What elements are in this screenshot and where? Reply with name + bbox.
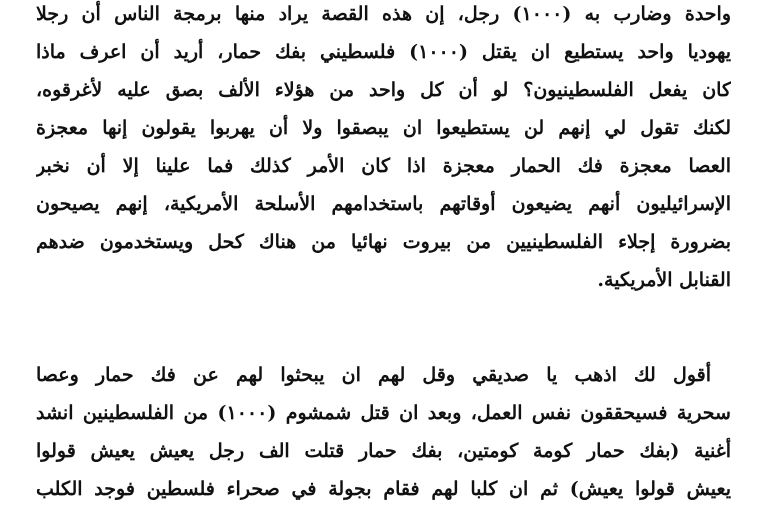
text-line: بضرورة إجلاء الفلسطينيين من بيروت نهائيا من هناك كحل ويستخدمون ضدهم <box>36 231 731 253</box>
text-line: سحرية فسيحققون نفس العمل، وبعد ان قتل شمشوم (١٠٠٠) من الفلسطينين انشد <box>36 402 731 424</box>
text-line: واحدة وضارب به (١٠٠٠) رجل، إن هذه القصة يراد منها برمجة الناس أن رجلا <box>36 3 731 25</box>
paragraph-2 <box>36 355 731 510</box>
text-line: يعيش قولوا يعيش) ثم ان كلبا لهم فقام بجولة في صحراء فلسطين فوجد الكلب <box>36 478 731 500</box>
text-line: الإسرائيليون أنهم يضيعون أوقاتهم باستخدامهم الأسلحة الأمريكية، إنهم يصيحون <box>36 193 731 215</box>
text-line: يهوديا واحد يستطيع ان يقتل (١٠٠٠) فلسطيني بفك حمار، أريد أن اعرف ماذا <box>36 41 731 63</box>
text-line: القنابل الأمريكية. <box>597 269 731 291</box>
text-line: أقول لك اذهب يا صديقي وقل لهم ان يبحثوا لهم عن فك حمار وعصا <box>36 364 711 386</box>
text-line: كان يفعل الفلسطينيون؟ لو أن كل واحد من هؤلاء الألف بصق عليه لأغرقوه، <box>36 79 731 101</box>
text-line: العصا معجزة فك الحمار معجزة اذا كان الأمر كذلك فما علينا إلا أن نخبر <box>36 155 731 177</box>
text-line: أغنية (بفك حمار كومة كومتين، بفك حمار قتلت الف رجل يعيش يعيش قولوا <box>36 440 731 462</box>
text-line: لكنك تقول لي إنهم لن يستطيعوا ان يبصقوا ولا أن يهربوا يقولون إنها معجزة <box>36 117 731 139</box>
paragraph-1 <box>36 0 731 354</box>
